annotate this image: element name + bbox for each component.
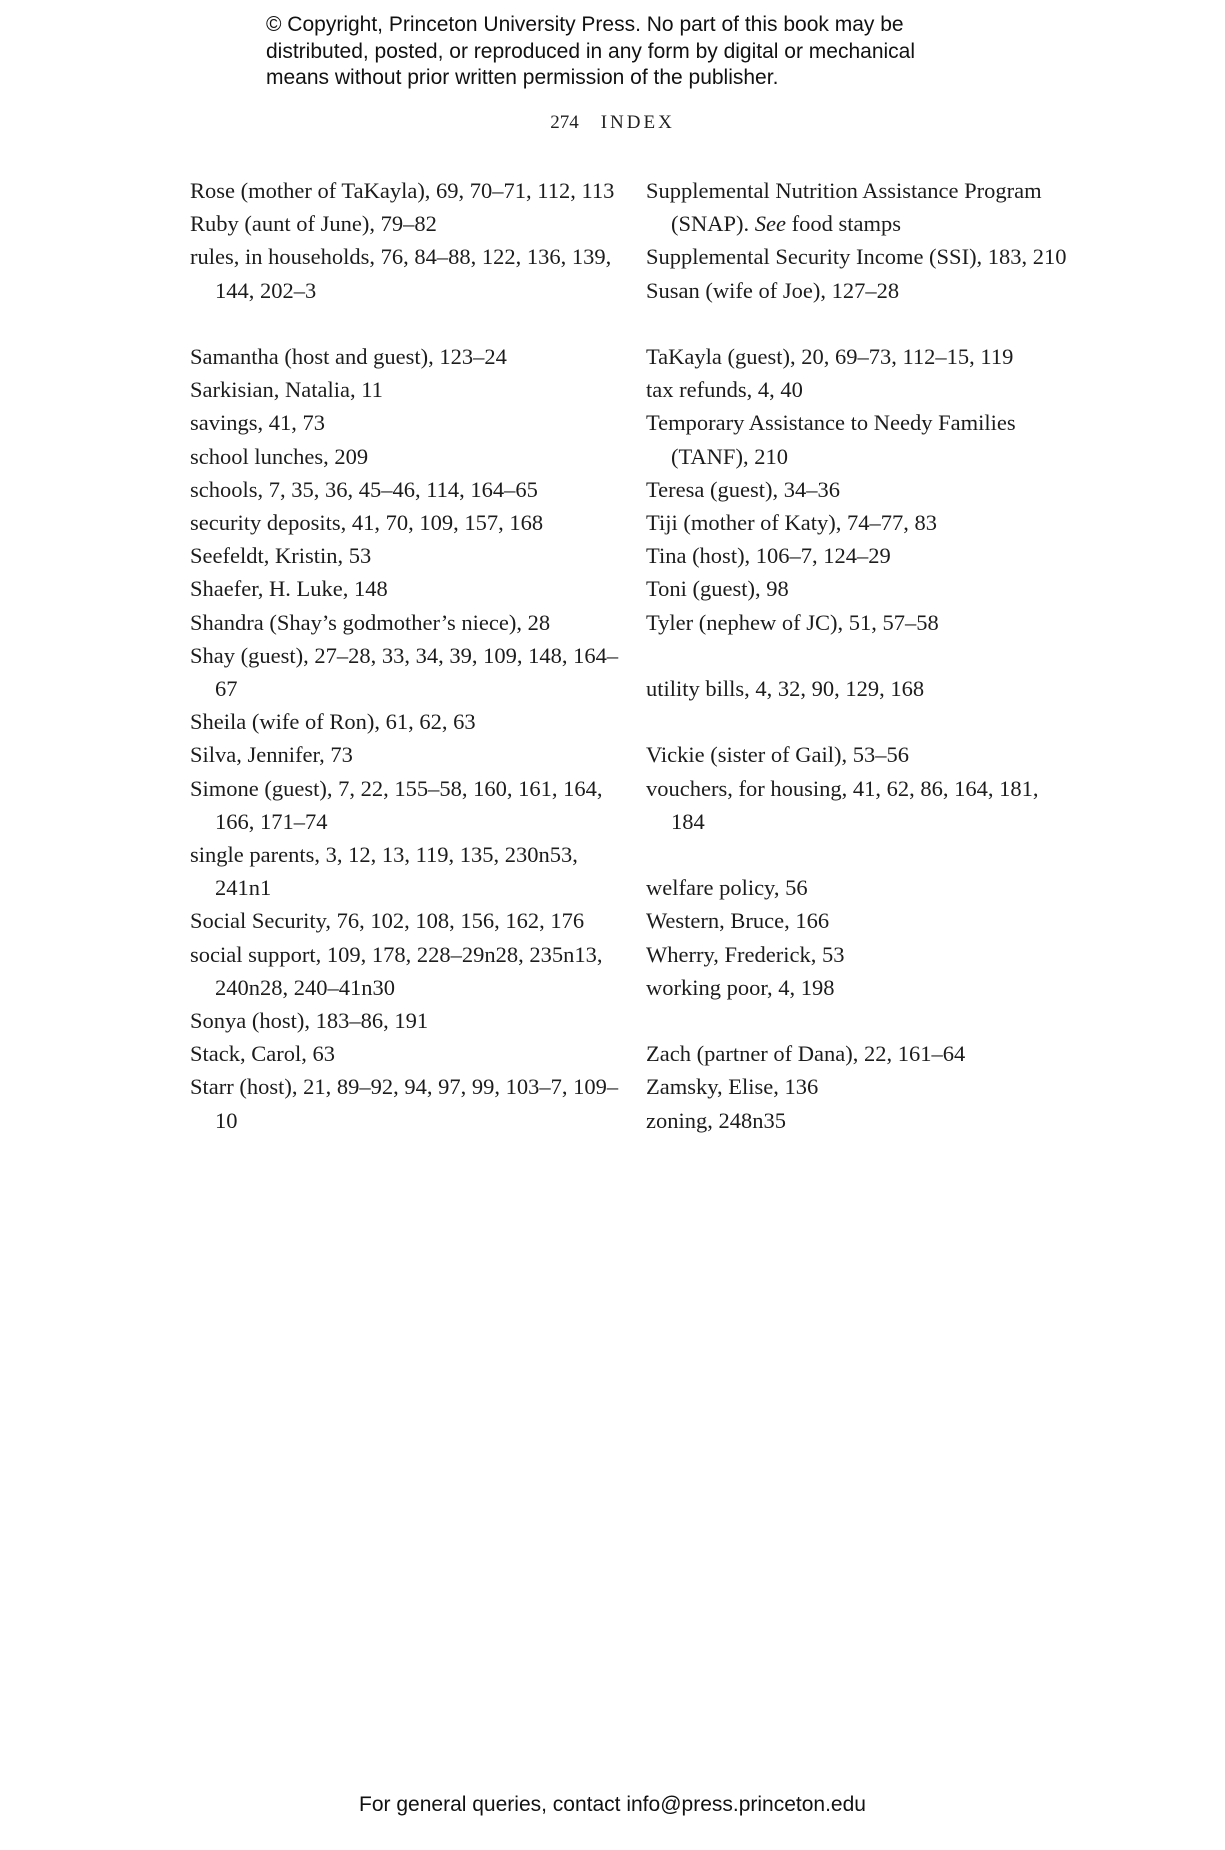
index-entry <box>646 506 1076 539</box>
index-entry <box>646 174 1076 240</box>
index-entry <box>190 904 620 937</box>
index-entry <box>190 772 620 838</box>
index-entry-text: security deposits, 41, 70, 109, 157, 168 <box>190 510 544 536</box>
index-entry-text: Wherry, Frederick, 53 <box>646 941 845 967</box>
index-entry-text: Teresa (guest), 34–36 <box>646 476 840 502</box>
index-entry-text: Tyler (nephew of JC), 51, 57–58 <box>646 609 939 635</box>
index-entry <box>646 938 1076 971</box>
see-target: food stamps <box>791 211 901 237</box>
index-entry <box>190 705 620 738</box>
index-column-left <box>190 174 620 1170</box>
index-entry-text: utility bills, 4, 32, 90, 129, 168 <box>646 676 925 702</box>
index-entry <box>190 938 620 1004</box>
index-entry-text: Zamsky, Elise, 136 <box>646 1074 819 1100</box>
index-entry <box>646 971 1076 1004</box>
index-entry <box>190 1004 620 1037</box>
index-letter-group <box>646 1037 1076 1137</box>
index-entry <box>190 473 620 506</box>
index-entry-text: Sheila (wife of Ron), 61, 62, 63 <box>190 709 476 735</box>
index-entry-text: Shandra (Shay’s godmother’s niece), 28 <box>190 609 551 635</box>
copyright-line: distributed, posted, or reproduced in any form by digital or mechanical <box>266 39 916 63</box>
index-entry <box>190 1070 620 1136</box>
index-letter-group <box>646 174 1076 307</box>
index-entry-text: rules, in households, 76, 84–88, 122, 136, 139, 144, 202–3 <box>190 244 612 303</box>
index-entry-text: Shay (guest), 27–28, 33, 34, 39, 109, 148, 164–67 <box>190 642 619 702</box>
index-entry <box>646 738 1076 771</box>
index-entry-text: Silva, Jennifer, 73 <box>190 742 353 768</box>
index-entry-text: savings, 41, 73 <box>190 410 325 436</box>
index-letter-group <box>190 340 620 1137</box>
index-entry <box>646 340 1076 373</box>
index-entry <box>190 572 620 605</box>
index-column-right <box>646 174 1076 1170</box>
index-entry-text: Vickie (sister of Gail), 53–56 <box>646 742 909 768</box>
index-entry-text: Rose (mother of TaKayla), 69, 70–71, 112, 113 <box>190 178 615 203</box>
index-entry <box>646 606 1076 639</box>
index-entry-text: zoning, 248n35 <box>646 1107 786 1133</box>
index-entry-text: Supplemental Security Income (SSI), 183, 210 <box>646 244 1067 270</box>
index-entry-text: vouchers, for housing, 41, 62, 86, 164, 181, 184 <box>646 775 1039 834</box>
see-reference: See <box>754 211 786 237</box>
index-letter-group <box>646 672 1076 705</box>
index-entry-text: tax refunds, 4, 40 <box>646 377 803 403</box>
index-entry <box>190 440 620 473</box>
index-letter-group <box>646 738 1076 838</box>
index-entry-text: working poor, 4, 198 <box>646 974 835 1000</box>
index-entry <box>646 904 1076 937</box>
index-entry-text: Simone (guest), 7, 22, 155–58, 160, 161, 164, 166, 171–74 <box>190 775 603 834</box>
index-entry-text: Sonya (host), 183–86, 191 <box>190 1008 429 1034</box>
index-entry-text: social support, 109, 178, 228–29n28, 235n13, 240n28, 240–41n30 <box>190 941 603 1000</box>
index-letter-group <box>646 340 1076 639</box>
index-entry <box>646 274 1076 307</box>
index-entry-text: Sarkisian, Natalia, 11 <box>190 377 383 403</box>
index-letter-group <box>646 871 1076 1004</box>
index-entry <box>190 240 620 306</box>
index-entry-text: Shaefer, H. Luke, 148 <box>190 576 388 602</box>
index-entry <box>190 838 620 904</box>
index-entry <box>190 606 620 639</box>
index-entry <box>190 174 620 207</box>
index-entry <box>646 473 1076 506</box>
index-entry-text: Susan (wife of Joe), 127–28 <box>646 277 900 303</box>
index-entry <box>190 1037 620 1070</box>
index-entry <box>646 406 1076 472</box>
index-entry <box>190 738 620 771</box>
index-entry-text: schools, 7, 35, 36, 45–46, 114, 164–65 <box>190 476 538 502</box>
index-entry-text: TaKayla (guest), 20, 69–73, 112–15, 119 <box>646 344 1014 369</box>
index-entry-text: Toni (guest), 98 <box>646 576 789 602</box>
index-entry-text: Western, Bruce, 166 <box>646 908 830 934</box>
copyright-notice <box>266 12 1026 92</box>
page-number: 274 <box>550 112 579 133</box>
index-entry <box>190 207 620 240</box>
index-entry <box>646 1070 1076 1103</box>
index-entry-text: Stack, Carol, 63 <box>190 1041 335 1067</box>
index-entry <box>646 871 1076 904</box>
index-entry <box>646 672 1076 705</box>
copyright-line: © Copyright, Princeton University Press. No part of this book may be <box>266 13 904 36</box>
index-entry-text: Starr (host), 21, 89–92, 94, 97, 99, 103–7, 109–10 <box>190 1074 619 1133</box>
index-entry <box>646 772 1076 838</box>
index-entry-text: Tina (host), 106–7, 124–29 <box>646 543 891 569</box>
index-entry <box>190 406 620 439</box>
index-entry <box>190 340 620 373</box>
index-entry <box>190 373 620 406</box>
index-entry <box>190 506 620 539</box>
index-entry-text: school lunches, 209 <box>190 443 369 469</box>
index-entry <box>646 539 1076 572</box>
footer-contact: For general queries, contact info@press.princeton.edu <box>359 1793 866 1816</box>
index-entry <box>646 1037 1076 1070</box>
copyright-line: means without prior written permission of the publisher. <box>266 66 779 89</box>
index-entry-text: welfare policy, 56 <box>646 875 808 901</box>
index-entry <box>646 1104 1076 1137</box>
index-entry-text: Seefeldt, Kristin, 53 <box>190 543 372 569</box>
index-entry-text: Social Security, 76, 102, 108, 156, 162, 176 <box>190 908 585 934</box>
index-entry-text: Ruby (aunt of June), 79–82 <box>190 211 437 237</box>
index-entry <box>646 572 1076 605</box>
index-entry-text: Supplemental Nutrition Assistance Program (SNAP). <box>646 178 1042 237</box>
index-entry-text: Zach (partner of Dana), 22, 161–64 <box>646 1041 966 1067</box>
index-entry-text: Tiji (mother of Katy), 74–77, 83 <box>646 510 938 536</box>
index-entry <box>646 240 1076 273</box>
index-entry-text: single parents, 3, 12, 13, 119, 135, 230n53, 241n1 <box>190 842 578 901</box>
index-entry <box>646 373 1076 406</box>
index-entry <box>190 639 620 705</box>
index-letter-group <box>190 174 620 307</box>
index-entry-text: Samantha (host and guest), 123–24 <box>190 344 507 369</box>
running-head <box>0 112 1225 134</box>
section-title: INDEX <box>600 112 675 133</box>
index-entry-text: Temporary Assistance to Needy Families (TANF), 210 <box>646 410 1016 469</box>
index-entry <box>190 539 620 572</box>
